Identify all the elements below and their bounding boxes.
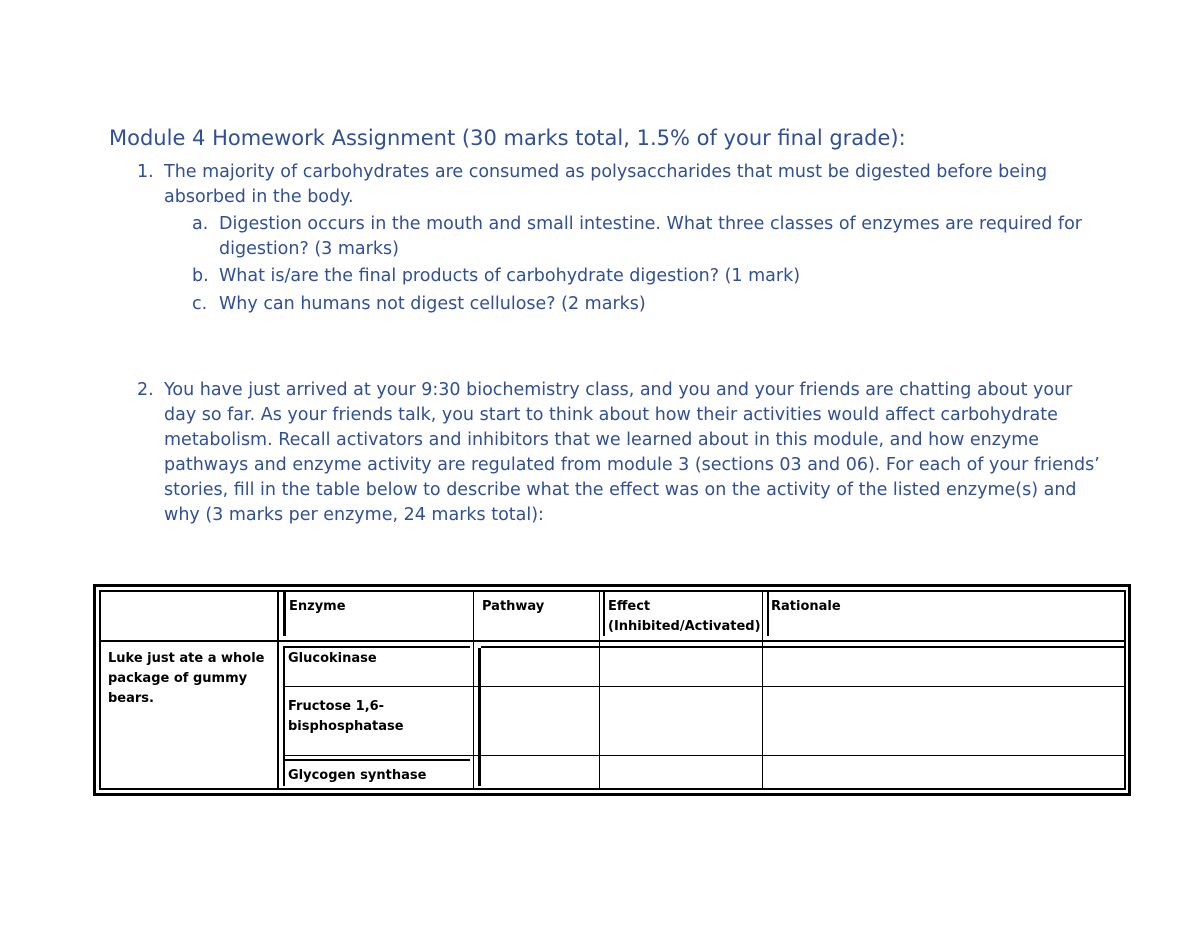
row-divider-2b <box>283 759 470 761</box>
answer-pathway-fbpase[interactable] <box>482 688 598 754</box>
assignment-title: Module 4 Homework Assignment (30 marks total, 1.5% of your final grade): <box>109 126 906 150</box>
answer-effect-glucokinase[interactable] <box>601 648 761 685</box>
answer-rationale-glucokinase[interactable] <box>764 648 1123 685</box>
col-divider-1-bold <box>283 592 286 636</box>
question-2-text: You have just arrived at your 9:30 biochemistry class, and you and your friends are chatting about your day so far. As your friends talk, you start to think about how their activities would affect carbohydrate metabolism. Recall activators and inhibitors that we learned about in this module, and how enzyme pathways and enzyme activity are regulated from module 3 (sections 03 and 06). For each of your friends’ stories, fill in the table below to describe what the effect was on the activity of the listed enzyme(s) and why (3 marks per enzyme, 24 marks total): <box>164 380 1100 525</box>
header-pathway: Pathway <box>482 599 545 614</box>
question-1b-text: What is/are the final products of carbohydrate digestion? (1 mark) <box>219 266 801 286</box>
col-divider-4-inner <box>767 592 769 636</box>
answer-effect-fbpase[interactable] <box>601 688 761 754</box>
enzyme-fructose-bisphosphatase: Fructose 1,6-bisphosphatase <box>288 699 404 734</box>
question-1c-text: Why can humans not digest cellulose? (2 marks) <box>219 294 646 314</box>
answer-rationale-glycogen-synthase[interactable] <box>764 757 1123 787</box>
answer-pathway-glycogen-synthase[interactable] <box>482 757 598 787</box>
col-divider-3 <box>599 590 600 790</box>
table-inner-top-border <box>99 590 1126 592</box>
question-1a-text: Digestion occurs in the mouth and small intestine. What three classes of enzymes are required for digestion? (3 marks) <box>219 214 1082 259</box>
answer-rationale-fbpase[interactable] <box>764 688 1123 754</box>
question-1a-label: a. <box>192 214 209 234</box>
answer-pathway-glucokinase[interactable] <box>482 648 598 685</box>
header-divider <box>99 640 1126 642</box>
table-inner-right-border <box>1124 590 1126 790</box>
question-1c-label: c. <box>192 294 208 314</box>
answer-effect-glycogen-synthase[interactable] <box>601 757 761 787</box>
story-luke: Luke just ate a whole package of gummy bears. <box>108 651 265 706</box>
question-1b-label: b. <box>192 266 209 286</box>
col-divider-3-inner <box>603 592 605 636</box>
question-1-text: The majority of carbohydrates are consumed as polysaccharides that must be digested before being absorbed in the body. <box>164 162 1048 207</box>
enzyme-glycogen-synthase: Glycogen synthase <box>288 768 427 783</box>
question-1-number: 1. <box>137 162 154 182</box>
table-inner-bottom-border <box>99 788 1126 790</box>
col-divider-2-bold <box>478 648 481 786</box>
header-enzyme: Enzyme <box>289 599 346 614</box>
header-rationale: Rationale <box>771 599 841 614</box>
table-inner-left-border <box>99 590 101 790</box>
row-divider-1 <box>283 686 1126 687</box>
question-2-number: 2. <box>137 380 154 400</box>
header-effect: Effect (Inhibited/Activated) <box>608 599 761 634</box>
col-divider-4 <box>762 590 763 790</box>
row-divider-2 <box>283 755 1126 756</box>
col-divider-2 <box>473 590 474 790</box>
col-divider-1 <box>277 590 279 790</box>
col-divider-1-inner <box>283 648 285 786</box>
header-divider-2 <box>283 646 470 648</box>
enzyme-glucokinase: Glucokinase <box>288 651 377 666</box>
